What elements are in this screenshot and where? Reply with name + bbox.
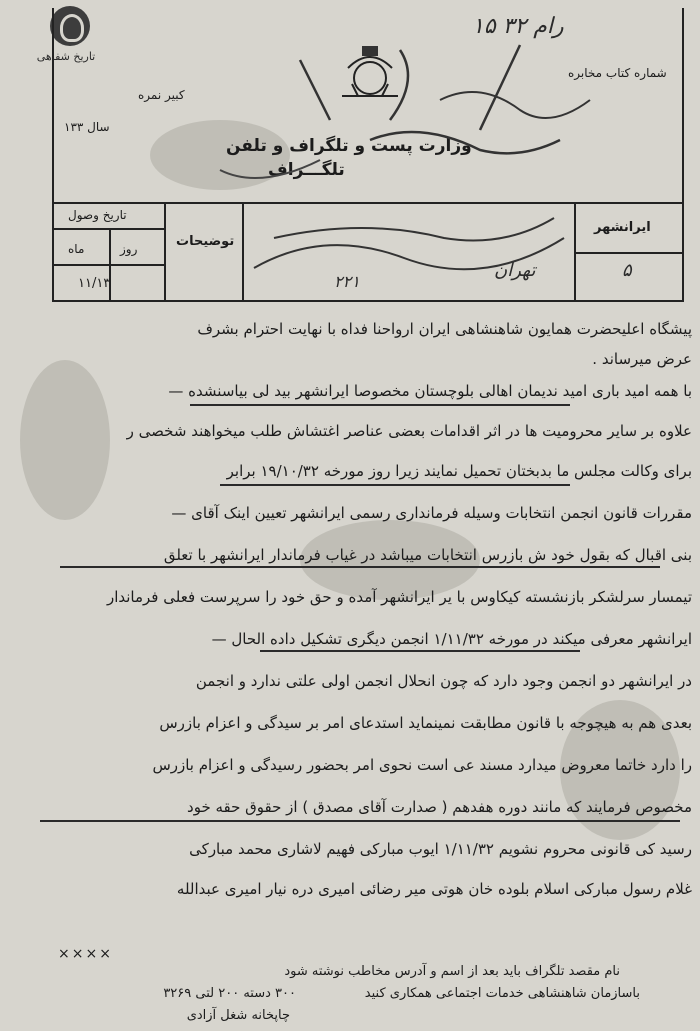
underline [220, 484, 570, 486]
footer-press: چاپخانه شغل آزادی [186, 1008, 290, 1023]
month-label: ماه [68, 242, 85, 256]
body-line-7: بنی اقبال که بقول خود ش بازرس انتخابات میباشد در غیاب فرماندار ایرانشهر با تعلق [163, 546, 692, 564]
stars-mark: ×××× [58, 946, 113, 962]
body-line-14: رسید کی قانونی محروم نشویم ۱/۱۱/۳۲ ایوب مبارکی فهیم لاشاری محمد مبارکی [189, 840, 692, 858]
notes-label: توضیحات [176, 234, 235, 249]
telegraph-title: تلگـــراف [268, 160, 345, 180]
body-line-3: با همه امید باری امید ندیمان اهالی بلوچستان مخصوصا ایرانشهر بید لی بیاسنشده — [168, 382, 692, 400]
handwritten-number: ۲۲۱ [334, 272, 360, 291]
origin-city-label: ایرانشهر [594, 220, 651, 235]
footer-count: ۳۰۰ دسته ۲۰۰ لتی ۳۲۶۹ [163, 986, 296, 1001]
body-line-12: را دارد خاتما معروض میدارد مسند عی است نحوی امر بحضور رسیدگی و اعزام بازرس [152, 756, 692, 774]
body-line-1: پیشگاه اعلیحضرت همایون شاهنشاهی ایران ارواحنا فداه با نهایت احترام بشرف [197, 320, 692, 338]
body-line-4: علاوه بر سایر محرومیت ها در اثر اقدامات بعضی عناصر اغتشاش طلب میخواهند شخصی ر [126, 422, 692, 440]
footer-org: باسازمان شاهنشاهی خدمات اجتماعی همکاری کنید [364, 986, 640, 1001]
body-line-10: در ایرانشهر دو انجمن وجود دارد که چون انحلال انجمن اولی علتی ندارد و انجمن [195, 672, 692, 690]
handwritten-destination: تهران [494, 260, 536, 281]
telegram-info-table [52, 202, 684, 302]
underline [40, 820, 680, 822]
message-number-label: شماره کتاب مخابره [568, 66, 667, 80]
origin-code: ۵ [622, 260, 632, 281]
underline [60, 566, 660, 568]
handwritten-scribbles [120, 40, 640, 200]
handwritten-scribbles [244, 208, 572, 298]
body-line-5: برای وکالت مجلس ما بدبختان تحمیل نمایند زیرا روز مورخه ۱۹/۱۰/۳۲ برابر [226, 462, 692, 480]
logo-text: تاریخ شفاهی [36, 50, 96, 63]
body-line-15: غلام رسول مبارکی اسلام بلوده خان هوتی میر رضائی امیری دره نیار امیری عبدالله [176, 880, 692, 898]
underline [260, 650, 580, 652]
body-line-8: تیمسار سرلشکر بازنشسته کیکاوس با یر ایرانشهر آمده و حق خود را سرپرست فعلی فرماندار [106, 588, 692, 606]
handwritten-date: ۱۵ رام ۳۲ [472, 14, 564, 39]
body-line-9: ایرانشهر معرفی میکند در مورخه ۱/۱۱/۳۲ انجمن دیگری تشکیل داده الحال — [211, 630, 692, 648]
body-line-11: بعدی هم به هیچوجه با قانون مطابقت نمینماید استدعای امر بر سیدگی و اعزام بازرس [159, 714, 692, 732]
kabir-number-label: کبیر نمره [138, 88, 185, 102]
table-divider [164, 204, 166, 300]
delivery-date-label: تاریخ وصول [68, 208, 127, 222]
day-label: روز [120, 242, 138, 256]
ministry-title: وزارت پست و تلگراف و تلفن [226, 136, 472, 156]
table-rule [574, 252, 682, 254]
underline [190, 404, 570, 406]
body-line-13: مخصوص فرمایند که مانند دوره هفدهم ( صدارت آقای مصدق ) از حقوق حقه خود [187, 798, 692, 816]
footer-note: نام مقصد تلگراف باید بعد از اسم و آدرس مخاطب نوشته شود [284, 964, 620, 979]
year-label: سال ۱۳۳ [64, 120, 110, 134]
delivery-date-value: ۱۱/۱۳ [78, 276, 111, 291]
body-line-6: مقررات قانون انجمن انتخابات وسیله فرمانداری رسمی ایرانشهر تعیین اینک آقای — [171, 504, 692, 522]
body-line-2: عرض میرساند . [592, 350, 692, 368]
